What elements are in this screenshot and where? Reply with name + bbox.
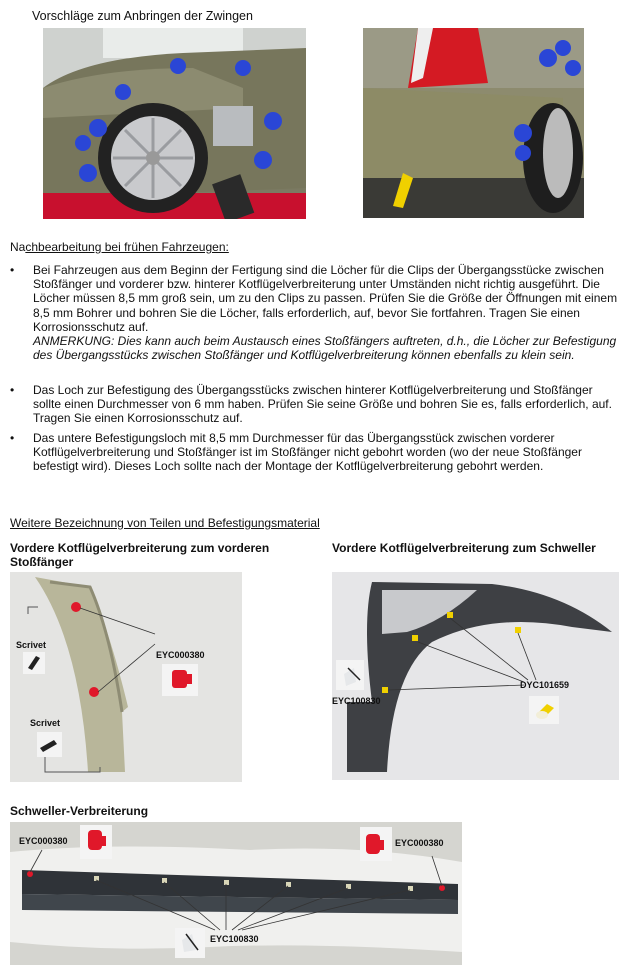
rework-item-1-text: Bei Fahrzeugen aus dem Beginn der Fertigung sind die Löcher für die Clips der Übergangsstücke zwischen Stoßfänger und vorderer bzw. hinterer Kotflügelverbreiterung unter Umständen nicht richtig ausgeführt. Die Löcher müssen 8,5 mm groß sein, um zu den Clips zu passen. Prüfen Sie die Größe der Öffnungen mit einem 8,5 mm Bohrer und bohren Sie die Löcher, falls erforderlich, auf, bevor Sie fortfahren. Tragen Sie einen Korrosionsschutz auf. bbox=[33, 263, 618, 334]
scrivet-label-bottom: Scrivet bbox=[30, 718, 61, 728]
rework-item-1 bbox=[33, 263, 623, 362]
sill-side-title: Vordere Kotflügelverbreiterung zum Schweller bbox=[332, 541, 596, 555]
bullet-icon: • bbox=[10, 431, 15, 445]
eyc100830-label: EYC100830 bbox=[332, 696, 381, 706]
sill-wheel-arch-photo bbox=[332, 572, 619, 780]
rework-heading-prefix: Na bbox=[10, 240, 26, 254]
rework-item-2: Das Loch zur Befestigung des Übergangsstücks zwischen hinterer Kotflügelverbreiterung und Stoßfänger sollte einen Durchmesser von 6 mm haben. Prüfen Sie seine Größe und bohren Sie es, falls erforderlich, auf. Tragen Sie einen Korrosionsschutz auf. bbox=[33, 383, 612, 426]
rework-heading-text: chbearbeitung bei frühen Fahrzeugen: bbox=[25, 240, 229, 254]
sill-extension-title: Schweller-Verbreiterung bbox=[10, 804, 149, 818]
eyc000380-label: EYC000380 bbox=[156, 650, 205, 660]
front-bumper-title: Vordere Kotflügelverbreiterung zum vorderen Stoßfänger bbox=[10, 541, 270, 569]
rear-fender-clamps-photo bbox=[363, 28, 584, 218]
rework-item-1-note: ANMERKUNG: Dies kann auch beim Austausch eines Stoßfängers auftreten, d.h., die Löcher zur Befestigung des Übergangsstücks zwischen Stoßfänger und Kotflügelverbreiterung können ebenfalls zu klein sein. bbox=[33, 334, 617, 363]
clamp-suggestions-caption: Vorschläge zum Anbringen der Zwingen bbox=[32, 9, 253, 23]
sill-extension-photo bbox=[10, 822, 462, 965]
front-fender-clamps-photo bbox=[43, 28, 306, 219]
parts-heading: Weitere Bezeichnung von Teilen und Befestigungsmaterial bbox=[10, 516, 320, 530]
eyc100830-center-label: EYC100830 bbox=[210, 934, 259, 944]
bullet-icon: • bbox=[10, 263, 15, 277]
rework-heading bbox=[10, 240, 229, 254]
eyc000380-left-label: EYC000380 bbox=[19, 836, 68, 846]
scrivet-label-top: Scrivet bbox=[16, 640, 47, 650]
dyc101659-label: DYC101659 bbox=[520, 680, 570, 690]
bullet-icon: • bbox=[10, 383, 15, 397]
rework-item-3: Das untere Befestigungsloch mit 8,5 mm Durchmesser für das Übergangsstück zwischen vorderer Kotflügelverbreiterung und Stoßfänger ist im Stoßfänger nicht gebohrt worden (wo der neue Stoßfänger befestigt wird). Dieses Loch sollte nach der Montage der Kotflügelverbreiterung gebohrt werden. bbox=[33, 431, 582, 474]
eyc000380-right-label: EYC000380 bbox=[395, 838, 444, 848]
front-bumper-extension-photo bbox=[10, 572, 242, 782]
